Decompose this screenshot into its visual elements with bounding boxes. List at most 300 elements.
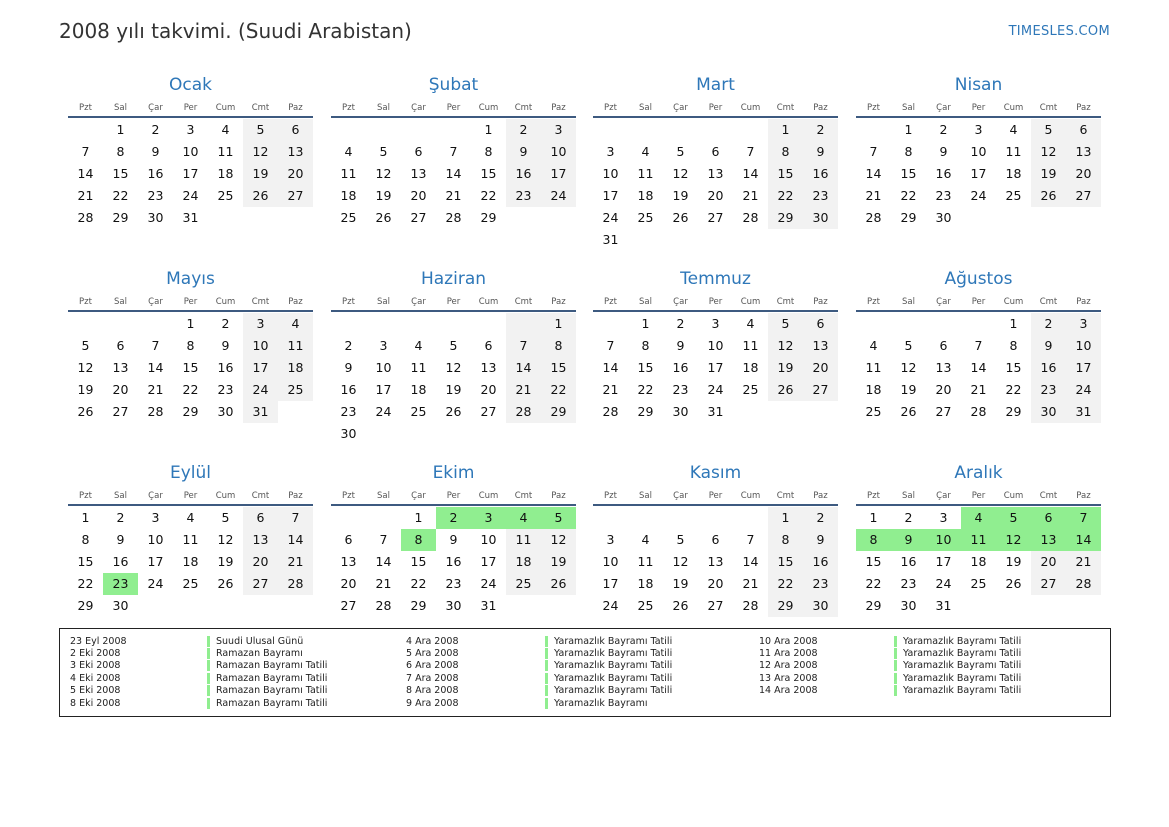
day-cell[interactable]: 11 xyxy=(742,338,759,353)
day-cell[interactable]: 21 xyxy=(147,382,164,397)
day-cell[interactable]: 8 xyxy=(81,532,90,547)
day-cell[interactable]: 4 xyxy=(414,338,423,353)
day-cell[interactable]: 11 xyxy=(506,529,541,551)
day-cell[interactable]: 12 xyxy=(243,141,278,163)
day-cell[interactable]: 25 xyxy=(410,404,427,419)
day-cell[interactable]: 17 xyxy=(147,554,164,569)
day-cell[interactable]: 26 xyxy=(445,404,462,419)
day-cell[interactable]: 30 xyxy=(217,404,234,419)
site-link[interactable]: TIMESLES.COM xyxy=(1008,24,1110,39)
day-cell[interactable]: 14 xyxy=(1066,529,1101,551)
day-cell[interactable]: 7 xyxy=(606,338,615,353)
day-cell[interactable]: 27 xyxy=(1066,185,1101,207)
day-cell[interactable]: 31 xyxy=(707,404,724,419)
day-cell[interactable]: 12 xyxy=(996,529,1031,551)
day-cell[interactable]: 20 xyxy=(340,576,357,591)
day-cell[interactable]: 7 xyxy=(151,338,160,353)
day-cell[interactable]: 20 xyxy=(1066,163,1101,185)
day-cell[interactable]: 1 xyxy=(1009,316,1018,331)
day-cell[interactable]: 4 xyxy=(221,122,230,137)
day-cell[interactable]: 13 xyxy=(707,166,724,181)
day-cell[interactable]: 17 xyxy=(602,188,619,203)
day-cell[interactable]: 30 xyxy=(1031,401,1066,423)
day-cell[interactable]: 15 xyxy=(480,166,497,181)
day-cell[interactable]: 28 xyxy=(506,401,541,423)
day-cell[interactable]: 4 xyxy=(961,507,996,529)
day-cell[interactable]: 5 xyxy=(1031,119,1066,141)
day-cell[interactable]: 17 xyxy=(541,163,576,185)
day-cell[interactable]: 22 xyxy=(768,573,803,595)
day-cell[interactable]: 2 xyxy=(939,122,948,137)
day-cell[interactable]: 14 xyxy=(147,360,164,375)
day-cell[interactable]: 25 xyxy=(865,404,882,419)
day-cell[interactable]: 29 xyxy=(637,404,654,419)
day-cell[interactable]: 11 xyxy=(637,554,654,569)
day-cell[interactable]: 13 xyxy=(243,529,278,551)
day-cell[interactable]: 21 xyxy=(278,551,313,573)
day-cell[interactable]: 6 xyxy=(1066,119,1101,141)
day-cell[interactable]: 13 xyxy=(112,360,129,375)
day-cell[interactable]: 19 xyxy=(1005,554,1022,569)
day-cell[interactable]: 22 xyxy=(768,185,803,207)
day-cell[interactable]: 2 xyxy=(803,507,838,529)
day-cell[interactable]: 15 xyxy=(112,166,129,181)
day-cell[interactable]: 28 xyxy=(147,404,164,419)
day-cell[interactable]: 9 xyxy=(151,144,160,159)
day-cell[interactable]: 3 xyxy=(1066,313,1101,335)
day-cell[interactable]: 12 xyxy=(541,529,576,551)
day-cell[interactable]: 3 xyxy=(711,316,720,331)
day-cell[interactable]: 25 xyxy=(970,576,987,591)
day-cell[interactable]: 23 xyxy=(506,185,541,207)
day-cell[interactable]: 1 xyxy=(869,510,878,525)
day-cell[interactable]: 4 xyxy=(869,338,878,353)
day-cell[interactable]: 6 xyxy=(711,532,720,547)
day-cell[interactable]: 1 xyxy=(904,122,913,137)
day-cell[interactable]: 11 xyxy=(1005,144,1022,159)
day-cell[interactable]: 25 xyxy=(1005,188,1022,203)
day-cell[interactable]: 28 xyxy=(445,210,462,225)
day-cell[interactable]: 5 xyxy=(541,507,576,529)
day-cell[interactable]: 5 xyxy=(676,532,685,547)
day-cell[interactable]: 8 xyxy=(856,529,891,551)
day-cell[interactable]: 27 xyxy=(278,185,313,207)
day-cell[interactable]: 27 xyxy=(480,404,497,419)
day-cell[interactable]: 30 xyxy=(340,426,357,441)
day-cell[interactable]: 4 xyxy=(506,507,541,529)
day-cell[interactable]: 20 xyxy=(410,188,427,203)
day-cell[interactable]: 10 xyxy=(926,529,961,551)
day-cell[interactable]: 4 xyxy=(641,532,650,547)
day-cell[interactable]: 30 xyxy=(112,598,129,613)
day-cell[interactable]: 24 xyxy=(541,185,576,207)
day-cell[interactable]: 22 xyxy=(541,379,576,401)
day-cell[interactable]: 22 xyxy=(637,382,654,397)
day-cell[interactable]: 3 xyxy=(939,510,948,525)
day-cell[interactable]: 8 xyxy=(541,335,576,357)
day-cell[interactable]: 2 xyxy=(506,119,541,141)
day-cell[interactable]: 18 xyxy=(182,554,199,569)
day-cell[interactable]: 3 xyxy=(186,122,195,137)
day-cell[interactable]: 4 xyxy=(186,510,195,525)
day-cell[interactable]: 29 xyxy=(768,207,803,229)
day-cell[interactable]: 24 xyxy=(970,188,987,203)
day-cell[interactable]: 26 xyxy=(768,379,803,401)
day-cell[interactable]: 17 xyxy=(602,576,619,591)
day-cell[interactable]: 9 xyxy=(891,529,926,551)
day-cell[interactable]: 26 xyxy=(1031,185,1066,207)
day-cell[interactable]: 14 xyxy=(742,166,759,181)
day-cell[interactable]: 16 xyxy=(935,166,952,181)
day-cell[interactable]: 8 xyxy=(768,141,803,163)
day-cell[interactable]: 5 xyxy=(768,313,803,335)
day-cell[interactable]: 5 xyxy=(379,144,388,159)
day-cell[interactable]: 8 xyxy=(401,529,436,551)
day-cell[interactable]: 21 xyxy=(742,188,759,203)
day-cell[interactable]: 12 xyxy=(375,166,392,181)
day-cell[interactable]: 29 xyxy=(1005,404,1022,419)
day-cell[interactable]: 21 xyxy=(445,188,462,203)
day-cell[interactable]: 10 xyxy=(480,532,497,547)
day-cell[interactable]: 13 xyxy=(340,554,357,569)
day-cell[interactable]: 31 xyxy=(182,210,199,225)
day-cell[interactable]: 6 xyxy=(243,507,278,529)
day-cell[interactable]: 27 xyxy=(935,404,952,419)
day-cell[interactable]: 20 xyxy=(278,163,313,185)
day-cell[interactable]: 9 xyxy=(221,338,230,353)
day-cell[interactable]: 19 xyxy=(541,551,576,573)
day-cell[interactable]: 5 xyxy=(243,119,278,141)
day-cell[interactable]: 4 xyxy=(641,144,650,159)
day-cell[interactable]: 15 xyxy=(1005,360,1022,375)
day-cell[interactable]: 11 xyxy=(961,529,996,551)
day-cell[interactable]: 26 xyxy=(217,576,234,591)
day-cell[interactable]: 29 xyxy=(480,210,497,225)
day-cell[interactable]: 18 xyxy=(340,188,357,203)
day-cell[interactable]: 2 xyxy=(344,338,353,353)
day-cell[interactable]: 29 xyxy=(768,595,803,617)
day-cell[interactable]: 7 xyxy=(278,507,313,529)
day-cell[interactable]: 5 xyxy=(904,338,913,353)
day-cell[interactable]: 25 xyxy=(278,379,313,401)
day-cell[interactable]: 16 xyxy=(340,382,357,397)
day-cell[interactable]: 15 xyxy=(768,551,803,573)
day-cell[interactable]: 23 xyxy=(672,382,689,397)
day-cell[interactable]: 16 xyxy=(900,554,917,569)
day-cell[interactable]: 12 xyxy=(217,532,234,547)
day-cell[interactable]: 2 xyxy=(803,119,838,141)
day-cell[interactable]: 17 xyxy=(182,166,199,181)
day-cell[interactable]: 1 xyxy=(541,313,576,335)
day-cell[interactable]: 30 xyxy=(803,595,838,617)
day-cell[interactable]: 29 xyxy=(900,210,917,225)
day-cell[interactable]: 16 xyxy=(147,166,164,181)
day-cell[interactable]: 1 xyxy=(186,316,195,331)
day-cell[interactable]: 9 xyxy=(344,360,353,375)
day-cell[interactable]: 6 xyxy=(484,338,493,353)
day-cell[interactable]: 26 xyxy=(672,210,689,225)
day-cell[interactable]: 23 xyxy=(1031,379,1066,401)
day-cell[interactable]: 2 xyxy=(151,122,160,137)
day-cell[interactable]: 27 xyxy=(803,379,838,401)
day-cell[interactable]: 22 xyxy=(112,188,129,203)
day-cell[interactable]: 27 xyxy=(340,598,357,613)
day-cell[interactable]: 27 xyxy=(1031,573,1066,595)
day-cell[interactable]: 15 xyxy=(182,360,199,375)
day-cell[interactable]: 6 xyxy=(1031,507,1066,529)
day-cell[interactable]: 9 xyxy=(116,532,125,547)
day-cell[interactable]: 28 xyxy=(1066,573,1101,595)
day-cell[interactable]: 6 xyxy=(803,313,838,335)
day-cell[interactable]: 4 xyxy=(1009,122,1018,137)
day-cell[interactable]: 20 xyxy=(707,576,724,591)
day-cell[interactable]: 8 xyxy=(484,144,493,159)
day-cell[interactable]: 26 xyxy=(541,573,576,595)
day-cell[interactable]: 9 xyxy=(506,141,541,163)
day-cell[interactable]: 11 xyxy=(865,360,882,375)
day-cell[interactable]: 16 xyxy=(672,360,689,375)
day-cell[interactable]: 23 xyxy=(103,573,138,595)
day-cell[interactable]: 28 xyxy=(742,210,759,225)
day-cell[interactable]: 28 xyxy=(602,404,619,419)
day-cell[interactable]: 24 xyxy=(147,576,164,591)
day-cell[interactable]: 21 xyxy=(602,382,619,397)
day-cell[interactable]: 7 xyxy=(81,144,90,159)
day-cell[interactable]: 27 xyxy=(707,598,724,613)
day-cell[interactable]: 14 xyxy=(375,554,392,569)
day-cell[interactable]: 18 xyxy=(637,188,654,203)
day-cell[interactable]: 15 xyxy=(410,554,427,569)
day-cell[interactable]: 12 xyxy=(77,360,94,375)
day-cell[interactable]: 31 xyxy=(1066,401,1101,423)
day-cell[interactable]: 22 xyxy=(410,576,427,591)
day-cell[interactable]: 16 xyxy=(112,554,129,569)
day-cell[interactable]: 7 xyxy=(746,144,755,159)
day-cell[interactable]: 29 xyxy=(410,598,427,613)
day-cell[interactable]: 9 xyxy=(803,529,838,551)
day-cell[interactable]: 6 xyxy=(711,144,720,159)
day-cell[interactable]: 17 xyxy=(970,166,987,181)
day-cell[interactable]: 28 xyxy=(742,598,759,613)
day-cell[interactable]: 15 xyxy=(900,166,917,181)
day-cell[interactable]: 19 xyxy=(672,188,689,203)
day-cell[interactable]: 29 xyxy=(112,210,129,225)
day-cell[interactable]: 16 xyxy=(803,163,838,185)
day-cell[interactable]: 18 xyxy=(1005,166,1022,181)
day-cell[interactable]: 16 xyxy=(445,554,462,569)
day-cell[interactable]: 25 xyxy=(182,576,199,591)
day-cell[interactable]: 1 xyxy=(116,122,125,137)
day-cell[interactable]: 9 xyxy=(1031,335,1066,357)
day-cell[interactable]: 28 xyxy=(970,404,987,419)
day-cell[interactable]: 2 xyxy=(676,316,685,331)
day-cell[interactable]: 20 xyxy=(243,551,278,573)
day-cell[interactable]: 21 xyxy=(77,188,94,203)
day-cell[interactable]: 22 xyxy=(182,382,199,397)
day-cell[interactable]: 23 xyxy=(445,576,462,591)
day-cell[interactable]: 10 xyxy=(707,338,724,353)
day-cell[interactable]: 27 xyxy=(410,210,427,225)
day-cell[interactable]: 19 xyxy=(217,554,234,569)
day-cell[interactable]: 20 xyxy=(707,188,724,203)
day-cell[interactable]: 10 xyxy=(1066,335,1101,357)
day-cell[interactable]: 25 xyxy=(742,382,759,397)
day-cell[interactable]: 17 xyxy=(375,382,392,397)
day-cell[interactable]: 25 xyxy=(637,598,654,613)
day-cell[interactable]: 30 xyxy=(900,598,917,613)
day-cell[interactable]: 11 xyxy=(410,360,427,375)
day-cell[interactable]: 14 xyxy=(445,166,462,181)
day-cell[interactable]: 11 xyxy=(217,144,234,159)
day-cell[interactable]: 17 xyxy=(1066,357,1101,379)
day-cell[interactable]: 10 xyxy=(182,144,199,159)
day-cell[interactable]: 23 xyxy=(147,188,164,203)
day-cell[interactable]: 29 xyxy=(865,598,882,613)
day-cell[interactable]: 12 xyxy=(768,335,803,357)
day-cell[interactable]: 3 xyxy=(974,122,983,137)
day-cell[interactable]: 4 xyxy=(746,316,755,331)
day-cell[interactable]: 2 xyxy=(116,510,125,525)
day-cell[interactable]: 12 xyxy=(900,360,917,375)
day-cell[interactable]: 1 xyxy=(768,507,803,529)
day-cell[interactable]: 30 xyxy=(803,207,838,229)
day-cell[interactable]: 5 xyxy=(676,144,685,159)
day-cell[interactable]: 28 xyxy=(375,598,392,613)
day-cell[interactable]: 11 xyxy=(182,532,199,547)
day-cell[interactable]: 16 xyxy=(803,551,838,573)
day-cell[interactable]: 20 xyxy=(1031,551,1066,573)
day-cell[interactable]: 6 xyxy=(939,338,948,353)
day-cell[interactable]: 29 xyxy=(77,598,94,613)
day-cell[interactable]: 9 xyxy=(939,144,948,159)
day-cell[interactable]: 16 xyxy=(217,360,234,375)
day-cell[interactable]: 1 xyxy=(768,119,803,141)
day-cell[interactable]: 6 xyxy=(116,338,125,353)
day-cell[interactable]: 30 xyxy=(445,598,462,613)
day-cell[interactable]: 23 xyxy=(935,188,952,203)
day-cell[interactable]: 5 xyxy=(996,507,1031,529)
day-cell[interactable]: 17 xyxy=(480,554,497,569)
day-cell[interactable]: 11 xyxy=(637,166,654,181)
day-cell[interactable]: 18 xyxy=(742,360,759,375)
day-cell[interactable]: 3 xyxy=(151,510,160,525)
day-cell[interactable]: 19 xyxy=(445,382,462,397)
day-cell[interactable]: 13 xyxy=(803,335,838,357)
day-cell[interactable]: 13 xyxy=(480,360,497,375)
day-cell[interactable]: 19 xyxy=(768,357,803,379)
day-cell[interactable]: 23 xyxy=(803,185,838,207)
day-cell[interactable]: 30 xyxy=(147,210,164,225)
day-cell[interactable]: 12 xyxy=(1031,141,1066,163)
day-cell[interactable]: 8 xyxy=(768,529,803,551)
day-cell[interactable]: 13 xyxy=(707,554,724,569)
day-cell[interactable]: 1 xyxy=(641,316,650,331)
day-cell[interactable]: 21 xyxy=(865,188,882,203)
day-cell[interactable]: 19 xyxy=(1031,163,1066,185)
day-cell[interactable]: 12 xyxy=(672,166,689,181)
day-cell[interactable]: 24 xyxy=(1066,379,1101,401)
day-cell[interactable]: 10 xyxy=(602,554,619,569)
day-cell[interactable]: 19 xyxy=(672,576,689,591)
day-cell[interactable]: 13 xyxy=(1066,141,1101,163)
day-cell[interactable]: 10 xyxy=(541,141,576,163)
day-cell[interactable]: 19 xyxy=(77,382,94,397)
day-cell[interactable]: 27 xyxy=(707,210,724,225)
day-cell[interactable]: 7 xyxy=(746,532,755,547)
day-cell[interactable]: 7 xyxy=(449,144,458,159)
day-cell[interactable]: 2 xyxy=(221,316,230,331)
day-cell[interactable]: 1 xyxy=(484,122,493,137)
day-cell[interactable]: 26 xyxy=(243,185,278,207)
day-cell[interactable]: 14 xyxy=(506,357,541,379)
day-cell[interactable]: 3 xyxy=(606,532,615,547)
day-cell[interactable]: 17 xyxy=(243,357,278,379)
day-cell[interactable]: 7 xyxy=(379,532,388,547)
day-cell[interactable]: 3 xyxy=(379,338,388,353)
day-cell[interactable]: 4 xyxy=(278,313,313,335)
day-cell[interactable]: 14 xyxy=(865,166,882,181)
day-cell[interactable]: 23 xyxy=(900,576,917,591)
day-cell[interactable]: 3 xyxy=(606,144,615,159)
day-cell[interactable]: 13 xyxy=(278,141,313,163)
day-cell[interactable]: 25 xyxy=(340,210,357,225)
day-cell[interactable]: 11 xyxy=(340,166,357,181)
day-cell[interactable]: 16 xyxy=(506,163,541,185)
day-cell[interactable]: 9 xyxy=(803,141,838,163)
day-cell[interactable]: 13 xyxy=(410,166,427,181)
day-cell[interactable]: 20 xyxy=(480,382,497,397)
day-cell[interactable]: 20 xyxy=(803,357,838,379)
day-cell[interactable]: 8 xyxy=(641,338,650,353)
day-cell[interactable]: 6 xyxy=(414,144,423,159)
day-cell[interactable]: 29 xyxy=(182,404,199,419)
day-cell[interactable]: 9 xyxy=(449,532,458,547)
day-cell[interactable]: 8 xyxy=(1009,338,1018,353)
day-cell[interactable]: 17 xyxy=(707,360,724,375)
day-cell[interactable]: 15 xyxy=(77,554,94,569)
day-cell[interactable]: 5 xyxy=(81,338,90,353)
day-cell[interactable]: 25 xyxy=(506,573,541,595)
day-cell[interactable]: 24 xyxy=(182,188,199,203)
day-cell[interactable]: 7 xyxy=(1066,507,1101,529)
day-cell[interactable]: 16 xyxy=(1031,357,1066,379)
day-cell[interactable]: 19 xyxy=(900,382,917,397)
day-cell[interactable]: 5 xyxy=(449,338,458,353)
day-cell[interactable]: 24 xyxy=(602,210,619,225)
day-cell[interactable]: 4 xyxy=(344,144,353,159)
day-cell[interactable]: 26 xyxy=(77,404,94,419)
day-cell[interactable]: 22 xyxy=(480,188,497,203)
day-cell[interactable]: 26 xyxy=(375,210,392,225)
day-cell[interactable]: 31 xyxy=(243,401,278,423)
day-cell[interactable]: 15 xyxy=(768,163,803,185)
day-cell[interactable]: 15 xyxy=(637,360,654,375)
day-cell[interactable]: 18 xyxy=(970,554,987,569)
day-cell[interactable]: 22 xyxy=(77,576,94,591)
day-cell[interactable]: 23 xyxy=(340,404,357,419)
day-cell[interactable]: 12 xyxy=(672,554,689,569)
day-cell[interactable]: 24 xyxy=(602,598,619,613)
day-cell[interactable]: 24 xyxy=(935,576,952,591)
day-cell[interactable]: 24 xyxy=(707,382,724,397)
day-cell[interactable]: 10 xyxy=(243,335,278,357)
day-cell[interactable]: 23 xyxy=(217,382,234,397)
day-cell[interactable]: 8 xyxy=(186,338,195,353)
day-cell[interactable]: 24 xyxy=(375,404,392,419)
day-cell[interactable]: 2 xyxy=(436,507,471,529)
day-cell[interactable]: 22 xyxy=(865,576,882,591)
day-cell[interactable]: 7 xyxy=(869,144,878,159)
